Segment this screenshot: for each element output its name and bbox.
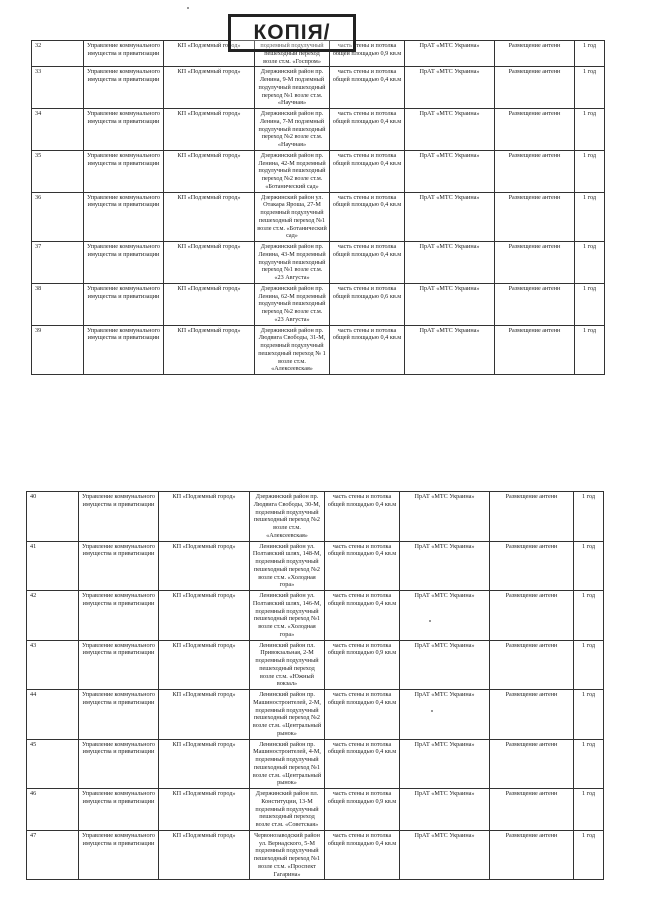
area-cell: часть стены и потолка общей площадью 0,4 кв.м [325, 492, 400, 542]
scan-speck [431, 710, 433, 712]
area-cell: часть стены и потолка общей площадью 0,4 кв.м [330, 325, 405, 375]
organization-cell: Управление коммунального имущества и приватизации [79, 789, 159, 831]
purpose-cell: Размещение антенн [495, 41, 575, 67]
tenant-cell: КП «Подземный город» [164, 150, 255, 192]
term-cell: 1 год [574, 789, 604, 831]
purpose-cell: Размещение антенн [490, 492, 574, 542]
organization-cell: Управление коммунального имущества и приватизации [84, 109, 164, 151]
tenant-cell: КП «Подземный город» [159, 640, 250, 690]
row-number: 38 [32, 283, 84, 325]
row-number: 44 [27, 690, 79, 740]
organization-cell: Управление коммунального имущества и приватизации [79, 640, 159, 690]
table-row [27, 541, 604, 591]
organization-cell: Управление коммунального имущества и приватизации [84, 325, 164, 375]
purpose-cell: Размещение антенн [490, 690, 574, 740]
area-cell: часть стены и потолка общей площадью 0,9 кв.м [330, 41, 405, 67]
address-cell: Дзержинский район ул. Отакара Яроша, 27-М подземный подулучный пешеходный переход №1 возле ст.м. «Ботанический сад» [255, 192, 330, 242]
address-cell: Дзержинский район пр. Ленина, 7-М подземный подулучный пешеходный переход №2 возле ст.м. «Научная» [255, 109, 330, 151]
row-number: 35 [32, 150, 84, 192]
tenant-cell: КП «Подземный город» [159, 690, 250, 740]
row-number: 39 [32, 325, 84, 375]
address-cell: Ленинский район пр. Машиностроителей, 4-М, подземный подулучный пешеходный переход №1 возле ст.м. «Центральный рынок» [250, 739, 325, 789]
address-cell: Дзержинский район пр. Ленина, 43-М подземный подулучный пешеходный переход №1 возле ст.м. «23 Августа» [255, 242, 330, 284]
area-cell: часть стены и потолка общей площадью 0,4 кв.м [325, 739, 400, 789]
purpose-cell: Размещение антенн [495, 150, 575, 192]
area-cell: часть стены и потолка общей площадью 0,4 кв.м [330, 67, 405, 109]
area-cell: часть стены и потолка общей площадью 0,4 кв.м [330, 192, 405, 242]
tenant-cell: КП «Подземный город» [164, 283, 255, 325]
table-row [32, 242, 605, 284]
lease-table-body [32, 41, 605, 375]
address-cell: Дзержинский район пр. Людвига Свободы, 30-М, подземный подулучный пешеходный переход №2 возле ст.м. «Алексеевская» [250, 492, 325, 542]
purpose-cell: Размещение антенн [495, 242, 575, 284]
purpose-cell: Размещение антенн [495, 283, 575, 325]
area-cell: часть стены и потолка общей площадью 0,9 кв.м [325, 640, 400, 690]
table-row [32, 150, 605, 192]
area-cell: часть стены и потолка общей площадью 0,4 кв.м [325, 690, 400, 740]
term-cell: 1 год [575, 242, 605, 284]
purpose-cell: Размещение антенн [490, 640, 574, 690]
address-cell: Червонозаводский район ул. Вернадского, 5-М подземный подулучный пешеходный переход №1 возле ст.м. «Проспект Гагарина» [250, 830, 325, 880]
table-row [32, 67, 605, 109]
lessee-cell: ПрАТ «МТС Украина» [405, 242, 495, 284]
term-cell: 1 год [575, 150, 605, 192]
purpose-cell: Размещение антенн [495, 325, 575, 375]
lessee-cell: ПрАТ «МТС Украина» [405, 325, 495, 375]
term-cell: 1 год [575, 283, 605, 325]
area-cell: часть стены и потолка общей площадью 0,4 кв.м [330, 242, 405, 284]
term-cell: 1 год [575, 109, 605, 151]
table-row [27, 739, 604, 789]
row-number: 40 [27, 492, 79, 542]
tenant-cell: КП «Подземный город» [159, 591, 250, 641]
address-cell: Ленинский район пл. Привокзальная, 2-М подземный подулучный пешеходный переход возле ст.м. «Южный вокзал» [250, 640, 325, 690]
address-cell: Дзержинский район пл. Конституции, 13-М подземный подулучный пешеходный переход возле ст.м. «Советская» [250, 789, 325, 831]
row-number: 43 [27, 640, 79, 690]
lessee-cell: ПрАТ «МТС Украина» [405, 150, 495, 192]
address-cell: Дзержинский район пр. Ленина, 42-М подземный подулучный пешеходный переход №2 возле ст.м. «Ботанический сад» [255, 150, 330, 192]
purpose-cell: Размещение антенн [490, 739, 574, 789]
table-row [27, 690, 604, 740]
area-cell: часть стены и потолка общей площадью 0,4 кв.м [330, 150, 405, 192]
organization-cell: Управление коммунального имущества и приватизации [84, 67, 164, 109]
organization-cell: Управление коммунального имущества и приватизации [84, 242, 164, 284]
lessee-cell: ПрАТ «МТС Украина» [400, 739, 490, 789]
area-cell: часть стены и потолка общей площадью 0,4 кв.м [330, 109, 405, 151]
term-cell: 1 год [575, 192, 605, 242]
tenant-cell: КП «Подземный город» [164, 67, 255, 109]
purpose-cell: Размещение антенн [495, 109, 575, 151]
tenant-cell: КП «Подземный город» [159, 541, 250, 591]
organization-cell: Управление коммунального имущества и приватизации [84, 192, 164, 242]
lease-table [31, 40, 605, 375]
term-cell: 1 год [574, 541, 604, 591]
term-cell: 1 год [574, 492, 604, 542]
organization-cell: Управление коммунального имущества и приватизации [79, 739, 159, 789]
purpose-cell: Размещение антенн [495, 192, 575, 242]
term-cell: 1 год [575, 41, 605, 67]
address-cell: Ленинский район пр. Машиностроителей, 2-М, подземный подулучный пешеходный переход №2 возле ст.м. «Центральный рынок» [250, 690, 325, 740]
lease-table-body [27, 492, 604, 880]
address-cell: Ленинский район ул. Полтавский шлях, 148-М, подземный подулучный пешеходный переход №2 возле ст.м. «Холодная гора» [250, 541, 325, 591]
term-cell: 1 год [574, 640, 604, 690]
lease-table [26, 491, 604, 880]
row-number: 47 [27, 830, 79, 880]
purpose-cell: Размещение антенн [495, 67, 575, 109]
table-row [32, 109, 605, 151]
term-cell: 1 год [574, 830, 604, 880]
organization-cell: Управление коммунального имущества и приватизации [79, 591, 159, 641]
organization-cell: Управление коммунального имущества и приватизации [79, 830, 159, 880]
address-cell: Дзержинский район пр. Людвига Свободы, 31-М, подземный подулучный пешеходный переход № 1 возле ст.м. «Алексеевская» [255, 325, 330, 375]
term-cell: 1 год [574, 591, 604, 641]
purpose-cell: Размещение антенн [490, 830, 574, 880]
area-cell: часть стены и потолка общей площадью 0,4 кв.м [325, 830, 400, 880]
lessee-cell: ПрАТ «МТС Украина» [400, 830, 490, 880]
organization-cell: Управление коммунального имущества и приватизации [84, 41, 164, 67]
tenant-cell: КП «Подземный город» [159, 830, 250, 880]
table-row [27, 830, 604, 880]
row-number: 42 [27, 591, 79, 641]
lessee-cell: ПрАТ «МТС Украина» [405, 192, 495, 242]
lessee-cell: ПрАТ «МТС Украина» [400, 690, 490, 740]
row-number: 36 [32, 192, 84, 242]
organization-cell: Управление коммунального имущества и приватизации [84, 283, 164, 325]
row-number: 33 [32, 67, 84, 109]
lessee-cell: ПрАТ «МТС Украина» [400, 541, 490, 591]
lessee-cell: ПрАТ «МТС Украина» [405, 41, 495, 67]
scan-speck [187, 7, 189, 9]
purpose-cell: Размещение антенн [490, 591, 574, 641]
table-row [27, 492, 604, 542]
purpose-cell: Размещение антенн [490, 541, 574, 591]
copy-stamp: КОПІЯ/ [228, 14, 356, 52]
address-cell: Дзержинский район пр. Ленина, 9-М подземный подулучный пешеходный переход №1 возле ст.м. «Научная» [255, 67, 330, 109]
term-cell: 1 год [575, 67, 605, 109]
term-cell: 1 год [575, 325, 605, 375]
row-number: 32 [32, 41, 84, 67]
lessee-cell: ПрАТ «МТС Украина» [400, 492, 490, 542]
row-number: 34 [32, 109, 84, 151]
lessee-cell: ПрАТ «МТС Украина» [400, 591, 490, 641]
table-row [32, 283, 605, 325]
tenant-cell: КП «Подземный город» [164, 242, 255, 284]
lessee-cell: ПрАТ «МТС Украина» [405, 109, 495, 151]
address-cell: Дзержинский район пр. Ленина, 62-М подземный подулучный пешеходный переход №2 возле ст.м. «23 Августа» [255, 283, 330, 325]
table-row [27, 591, 604, 641]
table-row [32, 192, 605, 242]
term-cell: 1 год [574, 739, 604, 789]
tenant-cell: КП «Подземный город» [159, 739, 250, 789]
area-cell: часть стены и потолка общей площадью 0,4 кв.м [325, 591, 400, 641]
tenant-cell: КП «Подземный город» [164, 192, 255, 242]
address-cell: подземный подулучный пешеходный переход возле ст.м. «Госпром» [255, 41, 330, 67]
scan-speck [429, 620, 431, 622]
row-number: 41 [27, 541, 79, 591]
tenant-cell: КП «Подземный город» [159, 492, 250, 542]
lessee-cell: ПрАТ «МТС Украина» [405, 283, 495, 325]
area-cell: часть стены и потолка общей площадью 0,6 кв.м [330, 283, 405, 325]
organization-cell: Управление коммунального имущества и приватизации [84, 150, 164, 192]
row-number: 46 [27, 789, 79, 831]
term-cell: 1 год [574, 690, 604, 740]
row-number: 37 [32, 242, 84, 284]
area-cell: часть стены и потолка общей площадью 0,4 кв.м [325, 541, 400, 591]
organization-cell: Управление коммунального имущества и приватизации [79, 492, 159, 542]
organization-cell: Управление коммунального имущества и приватизации [79, 541, 159, 591]
area-cell: часть стены и потолка общей площадью 0,9 кв.м [325, 789, 400, 831]
row-number: 45 [27, 739, 79, 789]
address-cell: Ленинский район ул. Полтавский шлях, 146-М, подземный подулучный пешеходный переход №1 возле ст.м. «Холодная гора» [250, 591, 325, 641]
organization-cell: Управление коммунального имущества и приватизации [79, 690, 159, 740]
table-row [27, 640, 604, 690]
tenant-cell: КП «Подземный город» [164, 109, 255, 151]
tenant-cell: КП «Подземный город» [159, 789, 250, 831]
lessee-cell: ПрАТ «МТС Украина» [400, 640, 490, 690]
purpose-cell: Размещение антенн [490, 789, 574, 831]
tenant-cell: КП «Подземный город» [164, 325, 255, 375]
tenant-cell: КП «Подземный город» [164, 41, 255, 67]
lessee-cell: ПрАТ «МТС Украина» [405, 67, 495, 109]
table-row [32, 325, 605, 375]
lessee-cell: ПрАТ «МТС Украина» [400, 789, 490, 831]
table-row [27, 789, 604, 831]
